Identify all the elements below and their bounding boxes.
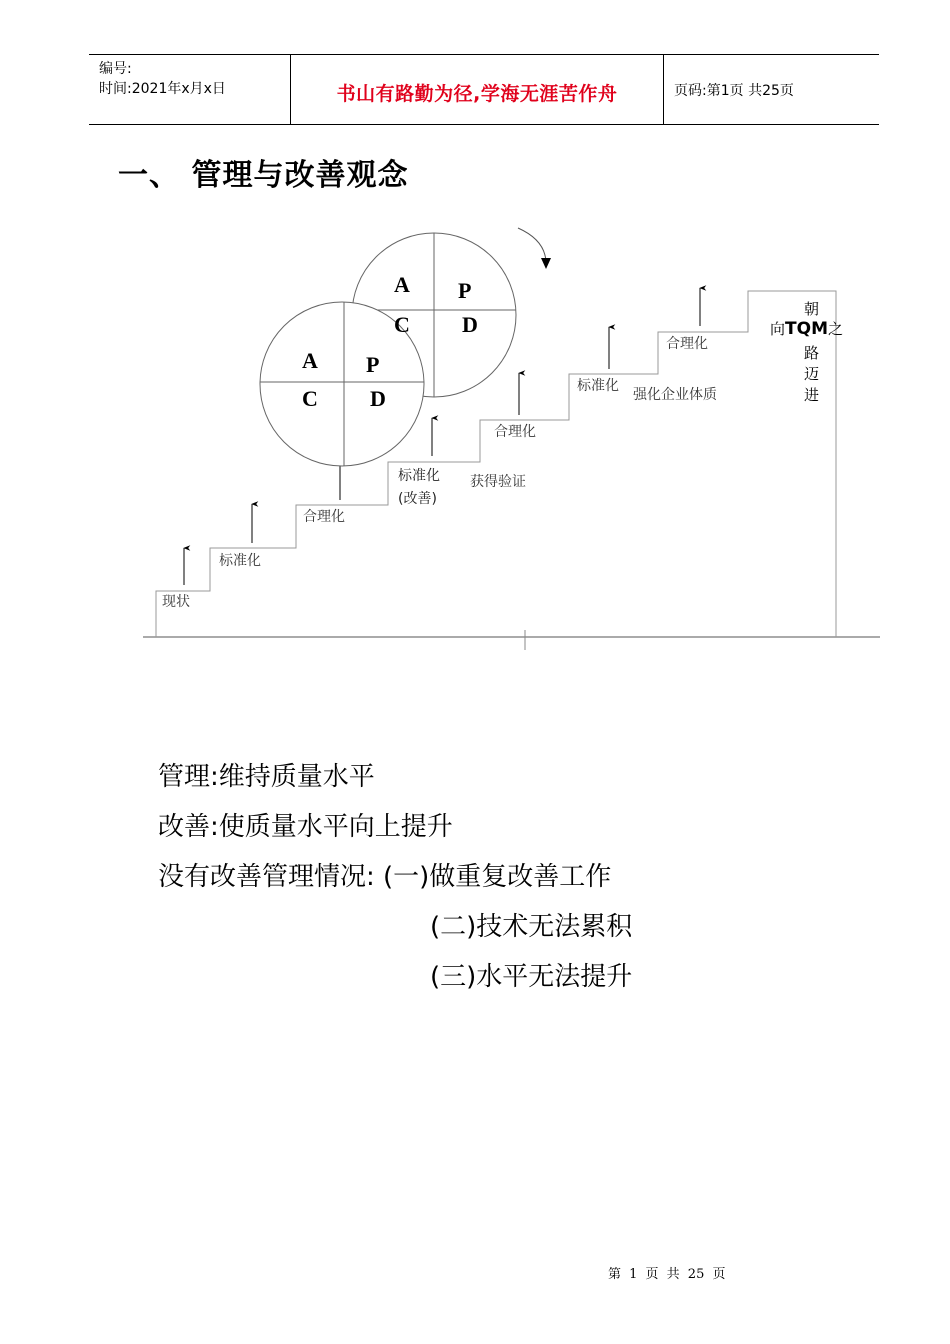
goal-text-char: 迈 — [804, 365, 820, 383]
pdca-front-p: P — [366, 352, 380, 377]
step-label-standardize: 标准化 — [219, 553, 261, 569]
step-label-current: 现状 — [162, 594, 190, 610]
pdca-front-d: D — [370, 386, 386, 411]
pdca-front-c: C — [302, 386, 318, 411]
body-line-management: 管理:维持质量水平 — [158, 762, 375, 792]
goal-text-char: 之 — [827, 320, 843, 338]
pdca-back-d: D — [462, 312, 478, 337]
step-label-standardize: 标准化 — [577, 378, 619, 394]
time-label: 时间:2021年x月x日 — [99, 81, 226, 97]
goal-text-tqm: TQM — [785, 319, 828, 339]
step-label-strengthen: 强化企业体质 — [633, 387, 717, 403]
goal-text-tqm-row — [770, 318, 843, 339]
body-line-no-improvement: 没有改善管理情况: (一)做重复改善工作 — [158, 862, 612, 892]
pdca-back-p: P — [458, 278, 472, 303]
body-line-item-2: (二)技术无法累积 — [430, 912, 633, 942]
pdca-back-a: A — [394, 272, 410, 297]
goal-text-char: 路 — [804, 344, 820, 362]
step-label-rationalize: 合理化 — [666, 336, 708, 352]
body-line-item-3: (三)水平无法提升 — [430, 962, 633, 992]
step-label-rationalize: 合理化 — [303, 509, 345, 525]
rotation-arrowhead — [541, 258, 551, 269]
header-motto: 书山有路勤为径,学海无涯苦作舟 — [336, 83, 618, 105]
body-text — [158, 752, 632, 1002]
goal-text-char: 朝 — [804, 300, 820, 318]
number-label: 编号: — [99, 61, 132, 77]
rotation-arrow — [518, 228, 546, 262]
goal-text-char: 进 — [804, 386, 820, 404]
pdca-back-c: C — [394, 312, 410, 337]
body-line-improvement: 改善:使质量水平向上提升 — [158, 812, 453, 842]
step-label-standardize-improve: 标准化 — [398, 468, 440, 484]
step-label-verify: 获得验证 — [470, 474, 526, 490]
step-label-improve-sub: (改善) — [398, 491, 437, 507]
header-page-info: 页码:第1页 共25页 — [674, 83, 794, 99]
goal-text-char: 向 — [770, 320, 786, 338]
section-title: 一、 管理与改善观念 — [118, 158, 409, 193]
page-footer: 第 1 页 共 25 页 — [608, 1267, 726, 1282]
step-label-rationalize: 合理化 — [494, 424, 536, 440]
pdca-front-a: A — [302, 348, 318, 373]
